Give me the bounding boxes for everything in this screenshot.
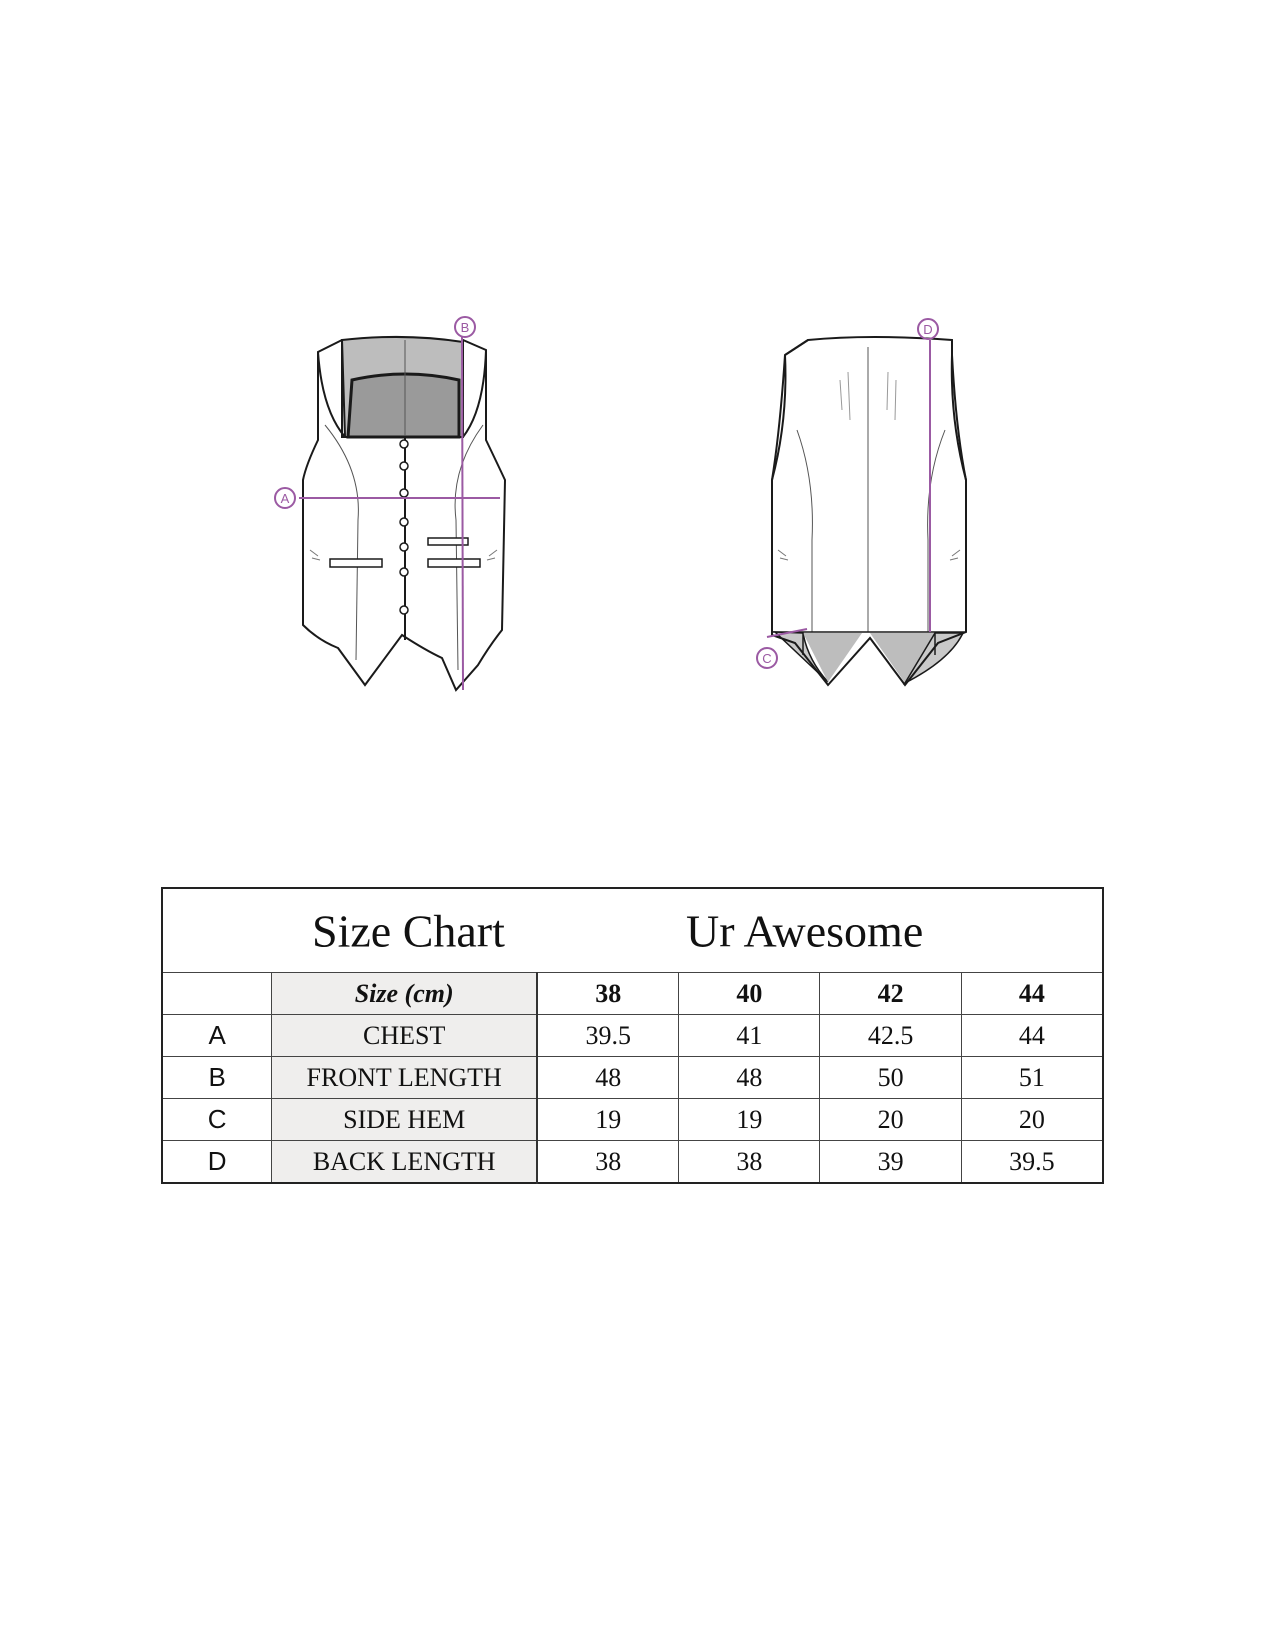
chart-title: Size Chart [312, 905, 505, 956]
row-letter: B [162, 1057, 272, 1099]
row-label: SIDE HEM [272, 1099, 537, 1141]
row-letter: D [162, 1141, 272, 1184]
header-empty-cell [162, 973, 272, 1015]
row-value: 20 [961, 1099, 1103, 1141]
size-header-44: 44 [961, 973, 1103, 1015]
table-header-row [162, 973, 1103, 1015]
row-letter: A [162, 1015, 272, 1057]
row-label: BACK LENGTH [272, 1141, 537, 1184]
table-row [162, 1141, 1103, 1184]
size-header-42: 42 [820, 973, 961, 1015]
row-value: 51 [961, 1057, 1103, 1099]
size-unit-header: Size (cm) [272, 973, 537, 1015]
row-label: FRONT LENGTH [272, 1057, 537, 1099]
front-vest-drawing [303, 337, 505, 690]
marker-b-letter: B [460, 320, 470, 335]
row-value: 19 [679, 1099, 820, 1141]
row-letter: C [162, 1099, 272, 1141]
size-header-38: 38 [537, 973, 679, 1015]
row-value: 50 [820, 1057, 961, 1099]
row-value: 42.5 [820, 1015, 961, 1057]
marker-a-letter: A [280, 491, 290, 506]
size-chart-table [161, 887, 1104, 1184]
table-title-row [162, 888, 1103, 973]
row-value: 48 [537, 1057, 679, 1099]
table-row [162, 1099, 1103, 1141]
row-value: 41 [679, 1015, 820, 1057]
size-header-40: 40 [679, 973, 820, 1015]
row-value: 20 [820, 1099, 961, 1141]
back-vest-drawing [772, 337, 966, 685]
brand-name: Ur Awesome [686, 905, 924, 956]
row-value: 38 [537, 1141, 679, 1184]
table-row [162, 1057, 1103, 1099]
row-value: 38 [679, 1141, 820, 1184]
row-value: 48 [679, 1057, 820, 1099]
marker-c-letter: C [762, 651, 772, 666]
vest-illustration [0, 0, 1275, 760]
row-value: 39.5 [537, 1015, 679, 1057]
row-value: 19 [537, 1099, 679, 1141]
row-value: 39 [820, 1141, 961, 1184]
row-value: 39.5 [961, 1141, 1103, 1184]
table-row [162, 1015, 1103, 1057]
row-label: CHEST [272, 1015, 537, 1057]
row-value: 44 [961, 1015, 1103, 1057]
marker-d-letter: D [923, 322, 933, 337]
table-title-cell [162, 888, 1103, 973]
